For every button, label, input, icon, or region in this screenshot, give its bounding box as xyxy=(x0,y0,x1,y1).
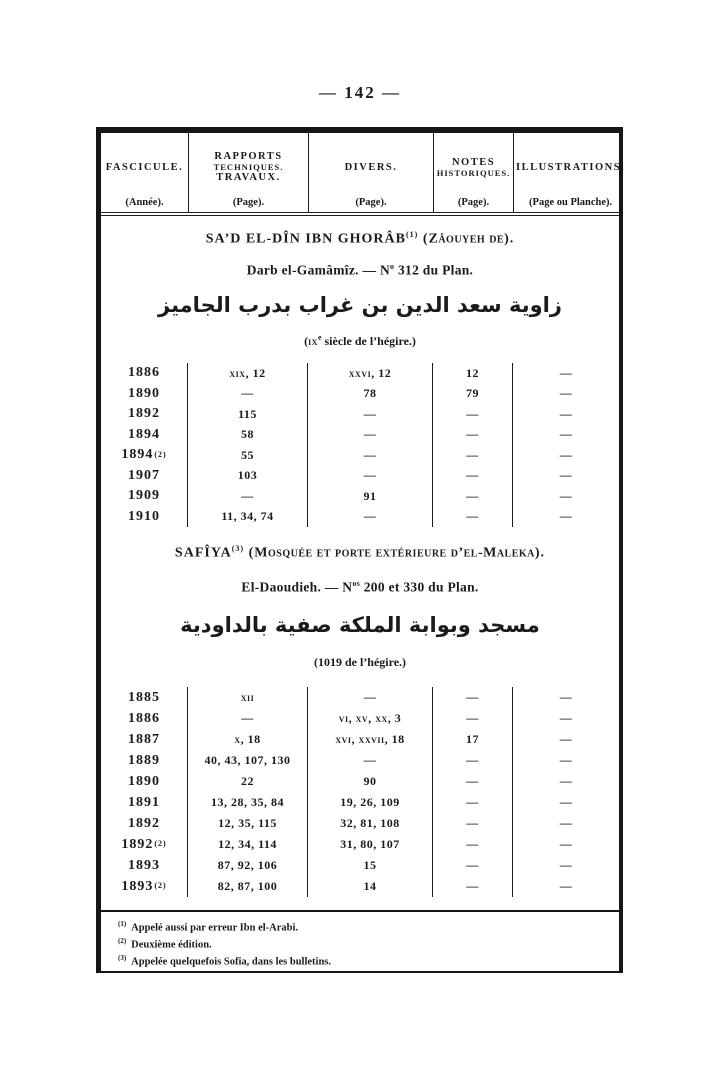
monument-date: (1019 de l’hégire.) xyxy=(313,654,407,669)
year-cell: 1892 $^{(2)}$ xyxy=(101,834,188,855)
value-cell: xii xyxy=(188,687,308,708)
value-cell: — xyxy=(433,855,513,876)
column-header-notes xyxy=(433,133,513,212)
table-row xyxy=(101,384,619,405)
value-cell: — xyxy=(559,711,573,725)
value-cell: — xyxy=(433,771,513,792)
value-cell: — xyxy=(559,386,573,401)
year-cell: 1910 xyxy=(101,507,188,528)
footnote xyxy=(118,920,609,934)
monument-title: SA’D EL-DÎN IBN GHORÂB$^{(1)}$ (Zâouyeh de). xyxy=(205,230,515,247)
value-cell: 87, 92, 106 xyxy=(188,855,308,876)
value-cell: 32, 81, 108 xyxy=(308,813,433,834)
monument-date: ($ix^e$ siècle de l’hégire.) xyxy=(304,332,416,348)
value-cell: — xyxy=(433,834,513,855)
year-cell: 1886 xyxy=(101,363,188,384)
value-cell: — xyxy=(433,750,513,771)
section-rows-safiya xyxy=(101,687,619,897)
footnote xyxy=(118,954,609,968)
footnote-text: Appelé aussi par erreur Ibn el-Arabi. xyxy=(131,922,299,934)
footnotes xyxy=(101,912,619,968)
value-cell: — xyxy=(559,753,573,767)
column-label: FASCICULE. xyxy=(105,161,184,173)
value-cell: — xyxy=(433,813,513,834)
table-row xyxy=(101,771,619,792)
value-cell: 58 xyxy=(188,425,308,446)
value-cell: — xyxy=(308,750,433,771)
year-cell: 1893 $^{(2)}$ xyxy=(101,876,188,897)
value-cell: x, 18 xyxy=(188,729,308,750)
table-row xyxy=(101,750,619,771)
footnote-text: Deuxième édition. xyxy=(131,939,212,951)
year-cell: 1889 xyxy=(101,750,188,771)
value-cell: 12, 35, 115 xyxy=(188,813,308,834)
monument-title: SAFÎYA$^{(3)}$ (Mosquée et porte extérieure d’el-Maleka). xyxy=(174,544,546,561)
column-header-rapports xyxy=(188,133,308,212)
value-cell: — xyxy=(433,507,513,528)
value-cell: — xyxy=(559,816,573,830)
value-cell: 79 xyxy=(433,384,513,405)
value-cell: 82, 87, 100 xyxy=(188,876,308,897)
value-cell: 12 xyxy=(433,363,513,384)
year-cell: 1909 xyxy=(101,486,188,507)
table-row xyxy=(101,876,619,897)
column-subtitle: (Page). xyxy=(355,197,387,208)
value-cell: — xyxy=(433,708,513,729)
value-cell: — xyxy=(559,732,573,746)
section-heading-safiya xyxy=(101,527,619,687)
footnote-marker: (3) xyxy=(118,954,127,962)
year-cell: 1887 xyxy=(101,729,188,750)
value-cell: — xyxy=(559,447,573,462)
table-row xyxy=(101,855,619,876)
value-cell: 19, 26, 109 xyxy=(308,792,433,813)
value-cell: — xyxy=(433,792,513,813)
value-cell: 91 xyxy=(308,486,433,507)
year-cell: 1885 xyxy=(101,687,188,708)
value-cell: — xyxy=(433,486,513,507)
footnote-ref: (2) xyxy=(154,449,167,459)
section-rows-sad-el-din xyxy=(101,363,619,527)
value-cell: — xyxy=(308,687,433,708)
year-cell: 1893 xyxy=(101,855,188,876)
table-header xyxy=(101,133,626,216)
value-cell: — xyxy=(188,486,308,507)
column-header-illustrations xyxy=(513,133,627,212)
footnote-ref: (2) xyxy=(154,839,167,848)
column-subtitle: (Page ou Planche). xyxy=(529,197,613,208)
footnote-text: Appelée quelquefois Sofia, dans les bulletins. xyxy=(131,956,331,968)
column-label: HISTORIQUES. xyxy=(436,167,511,178)
table-row xyxy=(101,813,619,834)
footnote-ref: (1) xyxy=(405,230,419,240)
value-cell: — xyxy=(559,858,573,872)
footnote-ref: (3) xyxy=(231,544,245,554)
column-label: TECHNIQUES. xyxy=(213,162,284,172)
value-cell: xix, 12 xyxy=(188,363,308,384)
footnote xyxy=(118,937,609,951)
value-cell: 17 xyxy=(433,729,513,750)
value-cell: 15 xyxy=(308,855,433,876)
monument-name-arabic: مسجد وبوابة الملكة صفية بالداودية xyxy=(180,612,540,637)
value-cell: — xyxy=(433,445,513,466)
footnote-ref: (2) xyxy=(154,881,167,890)
value-cell: — xyxy=(559,879,573,893)
column-subtitle: (Page). xyxy=(457,197,490,208)
value-cell: 103 xyxy=(188,466,308,487)
value-cell: 78 xyxy=(308,384,433,405)
year-cell: 1894 xyxy=(101,425,188,446)
monument-location: Darb el-Gamâmîz. — $N^o$ 312 du Plan. xyxy=(246,262,474,278)
value-cell: — xyxy=(188,384,308,405)
table-row xyxy=(101,834,619,855)
catalog-table xyxy=(96,127,626,973)
page-number: — 142 — xyxy=(319,83,401,102)
value-cell: — xyxy=(559,365,573,380)
column-subtitle: (Année). xyxy=(125,197,164,208)
value-cell: 55 xyxy=(188,445,308,466)
value-cell: 40, 43, 107, 130 xyxy=(188,750,308,771)
value-cell: — xyxy=(308,507,433,528)
table-row xyxy=(101,404,619,425)
value-cell: — xyxy=(308,466,433,487)
table-row xyxy=(101,445,619,466)
footnote-marker: (2) xyxy=(118,937,127,945)
value-cell: 14 xyxy=(308,876,433,897)
column-header-fascicule xyxy=(101,133,188,212)
value-cell: xxvi, 12 xyxy=(308,363,433,384)
value-cell: — xyxy=(559,690,573,704)
value-cell: — xyxy=(559,774,573,788)
table-row xyxy=(101,363,619,384)
value-cell: — xyxy=(308,404,433,425)
column-label: ILLUSTRATIONS. xyxy=(516,161,626,173)
value-cell: — xyxy=(559,488,573,503)
year-cell: 1886 xyxy=(101,708,188,729)
value-cell: 90 xyxy=(308,771,433,792)
column-header-divers xyxy=(308,133,433,212)
section-heading-sad-el-din xyxy=(101,216,619,363)
table-row xyxy=(101,466,619,487)
value-cell: xvi, xxvii, 18 xyxy=(308,729,433,750)
value-cell: — xyxy=(433,876,513,897)
table-row xyxy=(101,708,619,729)
value-cell: 13, 28, 35, 84 xyxy=(188,792,308,813)
column-subtitle: (Page). xyxy=(232,197,265,208)
monument-name-arabic: زاوية سعد الدين بن غراب بدرب الجاميز xyxy=(158,293,562,318)
table-row xyxy=(101,425,619,446)
year-cell: 1907 xyxy=(101,466,188,487)
column-label: TRAVAUX. xyxy=(216,172,281,183)
value-cell: — xyxy=(559,795,573,809)
monument-location: El-Daoudieh. — $N^{os}$ 200 et 330 du Plan. xyxy=(241,578,479,595)
table-row xyxy=(101,729,619,750)
year-cell: 1894 $^{(2)}$ xyxy=(101,445,188,466)
column-label: NOTES xyxy=(451,156,496,168)
value-cell: vi, xv, xx, 3 xyxy=(308,708,433,729)
value-cell: — xyxy=(433,466,513,487)
table-row xyxy=(101,792,619,813)
table-row xyxy=(101,486,619,507)
value-cell: — xyxy=(559,427,573,442)
value-cell: — xyxy=(559,468,573,483)
year-cell: 1891 xyxy=(101,792,188,813)
value-cell: 12, 34, 114 xyxy=(188,834,308,855)
value-cell: — xyxy=(433,687,513,708)
year-cell: 1892 xyxy=(101,404,188,425)
year-cell: 1892 xyxy=(101,813,188,834)
value-cell: — xyxy=(559,406,573,421)
value-cell: 31, 80, 107 xyxy=(308,834,433,855)
footnote-marker: (1) xyxy=(118,920,127,928)
table-row xyxy=(101,687,619,708)
value-cell: 115 xyxy=(188,404,308,425)
value-cell: — xyxy=(308,445,433,466)
year-cell: 1890 xyxy=(101,384,188,405)
value-cell: — xyxy=(188,708,308,729)
column-label: DIVERS. xyxy=(344,161,398,173)
value-cell: 11, 34, 74 xyxy=(188,507,308,528)
table-row xyxy=(101,507,619,528)
value-cell: — xyxy=(433,425,513,446)
value-cell: 22 xyxy=(188,771,308,792)
value-cell: — xyxy=(559,509,573,524)
year-cell: 1890 xyxy=(101,771,188,792)
value-cell: — xyxy=(433,404,513,425)
value-cell: — xyxy=(559,837,573,851)
value-cell: — xyxy=(308,425,433,446)
column-label: RAPPORTS xyxy=(214,151,283,162)
